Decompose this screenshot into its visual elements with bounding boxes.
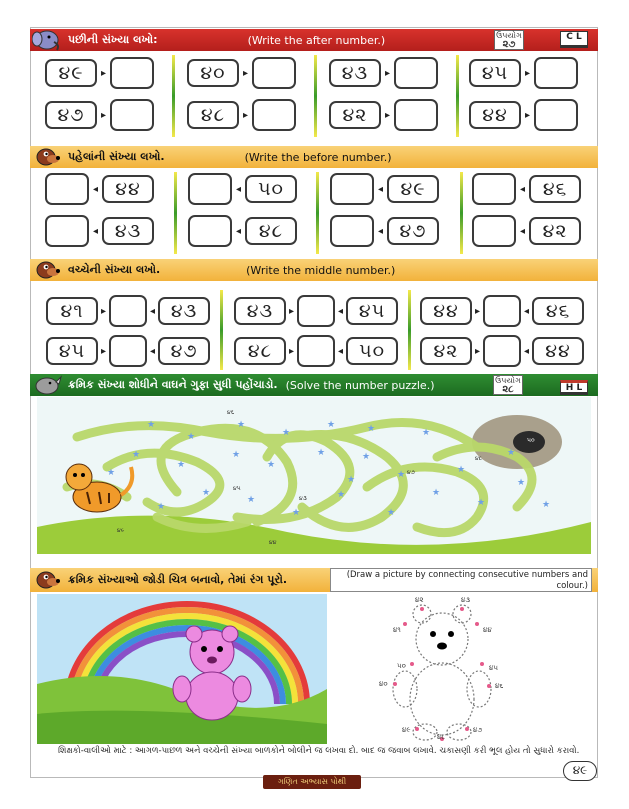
- number-box: ૪૮: [187, 101, 239, 129]
- maze-number-label: ૪૬: [227, 409, 235, 416]
- arrow-icon: ◂: [338, 345, 344, 357]
- after-number-item: [329, 99, 438, 131]
- maze-number-label: ૪૪: [269, 539, 277, 546]
- teacher-note: શિક્ષકો-વાલીઓ માટે : આગળ-પાછળ અને વચ્ચેની સંખ્યા બાળકોને બોલીને જ લખવા દો. બાદ જ જવાબ લખાવે. ચકાસણી કરી ભૂલ હોય તો સુધારો કરાવો.: [58, 746, 580, 756]
- svg-text:★: ★: [477, 498, 486, 508]
- before-number-item: [472, 173, 581, 205]
- drawing-area: [37, 594, 591, 744]
- svg-text:★: ★: [517, 478, 526, 488]
- section-title-english: (Write the middle number.): [246, 263, 396, 277]
- arrow-icon: ◂: [378, 225, 384, 237]
- before-number-item: [472, 215, 581, 247]
- svg-text:★: ★: [387, 508, 396, 518]
- answer-box[interactable]: [45, 173, 89, 205]
- number-box: ૪૩: [158, 297, 210, 325]
- number-box: ૪૭: [387, 217, 439, 245]
- arrow-icon: ◂: [93, 225, 99, 237]
- answer-box[interactable]: [109, 295, 147, 327]
- number-box: ૪૮: [245, 217, 297, 245]
- after-number-item: [469, 57, 578, 89]
- svg-text:★: ★: [327, 420, 336, 430]
- badge-number: ૨૭: [502, 39, 516, 50]
- number-box: ૪૪: [532, 337, 584, 365]
- number-box: ૪૬: [532, 297, 584, 325]
- answer-box[interactable]: [188, 173, 232, 205]
- svg-text:★: ★: [282, 428, 291, 438]
- after-number-item: [187, 99, 296, 131]
- svg-text:★: ★: [507, 448, 516, 458]
- middle-number-item: [234, 295, 398, 327]
- svg-text:★: ★: [107, 468, 116, 478]
- section-header-before-number: [30, 146, 598, 168]
- svg-text:★: ★: [457, 465, 466, 475]
- arrow-icon: ◂: [236, 225, 242, 237]
- section-title-gujarati: ક્રમિક સંખ્યાઓ જોડી ચિત્ર બનાવો, તેમાં રંગ પૂરો.: [68, 573, 287, 586]
- column-divider: [314, 55, 317, 137]
- dot-number-label: ૫૦: [397, 662, 406, 670]
- answer-box[interactable]: [534, 99, 578, 131]
- arrow-icon: ◂: [338, 305, 344, 317]
- maze-number-label: ૪૮: [475, 455, 483, 462]
- dot-number-label: ૪૩: [461, 596, 471, 604]
- column-divider: [460, 172, 463, 254]
- before-number-item: [330, 173, 439, 205]
- middle-number-item: [234, 335, 398, 367]
- arrow-icon: ◂: [236, 183, 242, 195]
- number-box: ૪૫: [469, 59, 521, 87]
- answer-box[interactable]: [483, 335, 521, 367]
- arrow-icon: ▸: [101, 109, 107, 121]
- before-number-item: [188, 173, 297, 205]
- section-title-english: (Solve the number puzzle.): [285, 378, 435, 392]
- number-box: ૪૩: [234, 297, 286, 325]
- number-box: ૫૦: [346, 337, 398, 365]
- answer-box[interactable]: [297, 335, 335, 367]
- maze-number-label: ૪૭: [407, 469, 415, 476]
- number-box: ૪૧: [46, 297, 98, 325]
- arrow-icon: ▸: [525, 67, 531, 79]
- section-title-gujarati: વચ્ચેની સંખ્યા લખો.: [68, 263, 161, 276]
- section-title-gujarati: પછીની સંખ્યા લખો:: [68, 33, 158, 46]
- answer-box[interactable]: [472, 215, 516, 247]
- rainbow-picture: [37, 594, 327, 744]
- svg-text:★: ★: [292, 508, 301, 518]
- answer-box[interactable]: [110, 99, 154, 131]
- elephant-icon: [32, 28, 62, 52]
- middle-number-item: [420, 295, 584, 327]
- svg-text:★: ★: [422, 428, 431, 438]
- svg-text:★: ★: [432, 488, 441, 498]
- section-title-gujarati: ક્રમિક સંખ્યા શોધીને વાઘને ગુફા સુધી પહોંચાડો.: [68, 378, 278, 391]
- after-number-item: [187, 57, 296, 89]
- section-header-middle-number: [30, 259, 598, 281]
- svg-text:★: ★: [397, 470, 406, 480]
- after-number-item: [469, 99, 578, 131]
- column-divider: [220, 290, 223, 370]
- maze-number-label: ૪૯: [117, 527, 125, 534]
- level-tag: C L: [560, 31, 588, 48]
- answer-box[interactable]: [394, 99, 438, 131]
- arrow-icon: ▸: [475, 305, 481, 317]
- svg-text:★: ★: [362, 452, 371, 462]
- number-box: ૪૨: [420, 337, 472, 365]
- answer-box[interactable]: [297, 295, 335, 327]
- arrow-icon: ◂: [378, 183, 384, 195]
- dog-icon: [32, 258, 62, 282]
- number-box: ૪૩: [102, 217, 154, 245]
- after-number-item: [45, 99, 154, 131]
- answer-box[interactable]: [110, 57, 154, 89]
- section-title-gujarati: પહેલાંની સંખ્યા લખો.: [68, 150, 165, 163]
- svg-text:★: ★: [542, 500, 551, 510]
- after-number-item: [329, 57, 438, 89]
- number-box: ૪૯: [387, 175, 439, 203]
- svg-text:★: ★: [347, 475, 356, 485]
- arrow-icon: ◂: [520, 225, 526, 237]
- rhino-icon: [32, 373, 62, 397]
- before-number-item: [188, 215, 297, 247]
- answer-box[interactable]: [534, 57, 578, 89]
- section-title-english: (Write the before number.): [244, 150, 392, 164]
- arrow-icon: ▸: [101, 67, 107, 79]
- usage-badge: [493, 375, 523, 395]
- dot-number-label: ૪૦: [379, 680, 388, 688]
- svg-text:★: ★: [337, 490, 346, 500]
- arrow-icon: ▸: [525, 109, 531, 121]
- svg-text:★: ★: [232, 450, 241, 460]
- middle-number-item: [420, 335, 584, 367]
- arrow-icon: ▸: [289, 305, 295, 317]
- arrow-icon: ◂: [524, 305, 530, 317]
- svg-text:★: ★: [237, 420, 246, 430]
- column-divider: [456, 55, 459, 137]
- maze-illustration: [37, 397, 591, 554]
- maze-number-label: ૪૫: [233, 485, 241, 492]
- answer-box[interactable]: [394, 57, 438, 89]
- number-box: ૪૫: [346, 297, 398, 325]
- svg-text:★: ★: [267, 460, 276, 470]
- number-box: ૪૭: [45, 101, 97, 129]
- number-box: ૪૮: [234, 337, 286, 365]
- maze-number-label: ૫૦: [527, 437, 535, 444]
- svg-text:★: ★: [247, 495, 256, 505]
- before-number-item: [45, 173, 154, 205]
- level-tag: H L: [560, 380, 588, 395]
- arrow-icon: ▸: [289, 345, 295, 357]
- number-box: ૪૭: [158, 337, 210, 365]
- before-number-item: [45, 215, 154, 247]
- answer-box[interactable]: [330, 215, 374, 247]
- number-box: ૪૦: [187, 59, 239, 87]
- svg-text:★: ★: [177, 460, 186, 470]
- number-box: ૪૪: [420, 297, 472, 325]
- svg-text:★: ★: [367, 424, 376, 434]
- dot-number-label: ૪૧: [393, 626, 401, 634]
- arrow-icon: ◂: [524, 345, 530, 357]
- arrow-icon: ◂: [520, 183, 526, 195]
- section-title-english: (Draw a picture by connecting consecutive numbers and colour.): [330, 568, 592, 592]
- number-box: ૪૨: [329, 101, 381, 129]
- column-divider: [408, 290, 411, 370]
- dot-number-label: ૪૯: [402, 726, 411, 734]
- arrow-icon: ◂: [150, 305, 156, 317]
- arrow-icon: ◂: [150, 345, 156, 357]
- svg-text:★: ★: [187, 432, 196, 442]
- arrow-icon: ▸: [243, 109, 249, 121]
- arrow-icon: ▸: [385, 67, 391, 79]
- column-divider: [172, 55, 175, 137]
- dot-number-label: ૪૨: [415, 596, 424, 604]
- dot-number-label: ૪૮: [437, 733, 446, 741]
- after-number-item: [45, 57, 154, 89]
- dog-icon: [32, 568, 62, 592]
- maze-number-label: ૪૩: [299, 495, 307, 502]
- number-box: ૪૪: [102, 175, 154, 203]
- answer-box[interactable]: [330, 173, 374, 205]
- middle-number-item: [46, 335, 210, 367]
- number-box: ૪૨: [529, 217, 581, 245]
- svg-text:★: ★: [202, 488, 211, 498]
- dot-number-label: ૪૬: [495, 682, 504, 690]
- answer-box[interactable]: [45, 215, 89, 247]
- svg-text:★: ★: [317, 448, 326, 458]
- arrow-icon: ▸: [101, 345, 107, 357]
- svg-text:★: ★: [132, 450, 141, 460]
- svg-text:★: ★: [147, 420, 156, 430]
- arrow-icon: ▸: [475, 345, 481, 357]
- section-title-english: (Write the after number.): [247, 33, 386, 47]
- answer-box[interactable]: [472, 173, 516, 205]
- number-box: ૫૦: [245, 175, 297, 203]
- usage-badge: [494, 30, 524, 50]
- dot-number-label: ૪૫: [489, 664, 498, 672]
- dot-number-label: ૪૪: [483, 626, 492, 634]
- arrow-icon: ◂: [93, 183, 99, 195]
- answer-box[interactable]: [109, 335, 147, 367]
- answer-box[interactable]: [252, 57, 296, 89]
- footer-book-title: ગણિત અભ્યાસ પોથી: [263, 775, 361, 789]
- number-box: ૪૬: [529, 175, 581, 203]
- before-number-item: [330, 215, 439, 247]
- badge-label: ઉપયોગ: [495, 376, 521, 385]
- arrow-icon: ▸: [101, 305, 107, 317]
- column-divider: [174, 172, 177, 254]
- arrow-icon: ▸: [243, 67, 249, 79]
- number-box: ૪૫: [46, 337, 98, 365]
- dog-icon: [32, 145, 62, 169]
- number-box: ૪૪: [469, 101, 521, 129]
- dot-number-label: ૪૭: [473, 726, 483, 734]
- page-number: ૪૯: [563, 761, 597, 781]
- answer-box[interactable]: [252, 99, 296, 131]
- number-box: ૪૩: [329, 59, 381, 87]
- middle-number-item: [46, 295, 210, 327]
- badge-label: ઉપયોગ: [496, 31, 522, 40]
- column-divider: [316, 172, 319, 254]
- answer-box[interactable]: [188, 215, 232, 247]
- svg-text:★: ★: [157, 502, 166, 512]
- arrow-icon: ▸: [385, 109, 391, 121]
- number-box: ૪૯: [45, 59, 97, 87]
- answer-box[interactable]: [483, 295, 521, 327]
- badge-number: ૨૮: [502, 384, 514, 395]
